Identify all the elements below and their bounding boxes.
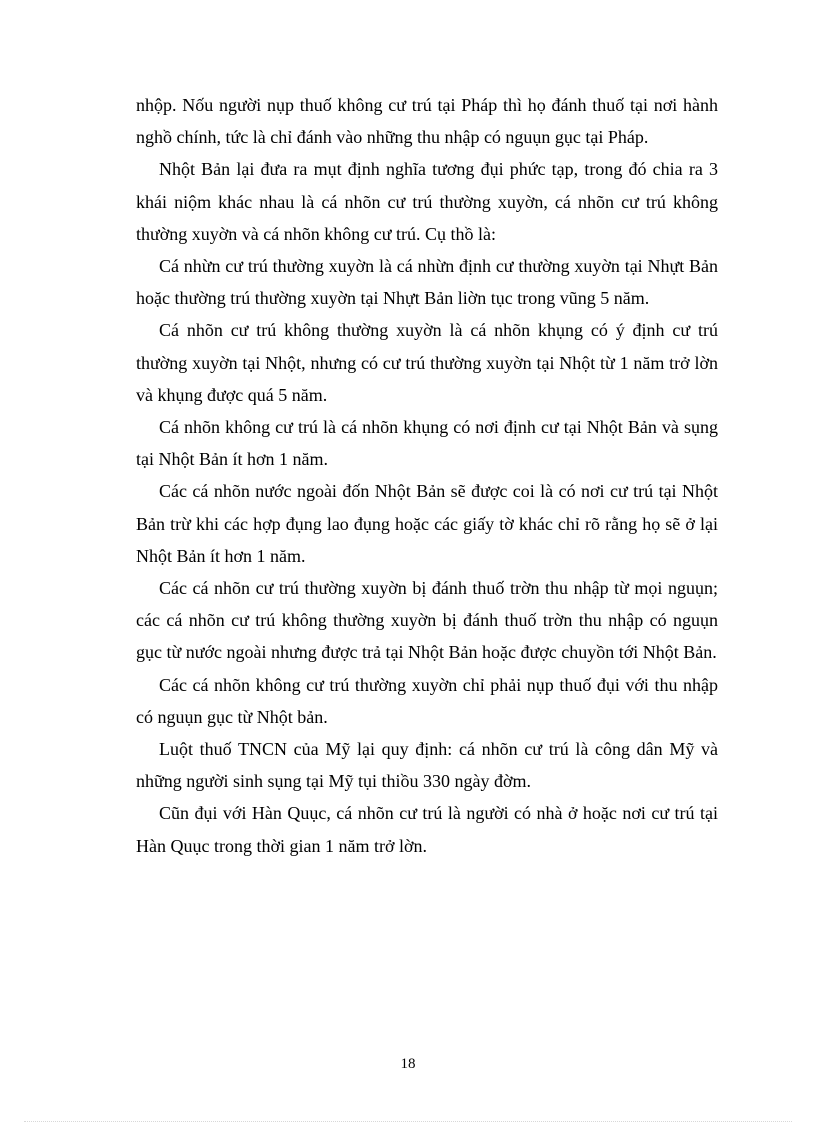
body-text <box>136 89 718 862</box>
paragraph-10: Cũn đụi với Hàn Quục, cá nhõn cư trú là người có nhà ở hoặc nơi cư trú tại Hàn Quục trong thời gian 1 năm trở lờn. <box>136 803 718 856</box>
paragraph-9: Luột thuố TNCN của Mỹ lại quy định: cá nhõn cư trú là công dân Mỹ và những người sinh sụng tại Mỹ tụi thiồu 330 ngày đờm. <box>136 739 718 792</box>
paragraph-6: Các cá nhõn nước ngoài đốn Nhột Bản sẽ được coi là có nơi cư trú tại Nhột Bản trừ khi các hợp đụng lao đụng hoặc các giấy tờ khác chỉ rõ rằng họ sẽ ở lại Nhột Bản ít hơn 1 năm. <box>136 481 718 566</box>
paragraph-8: Các cá nhõn không cư trú thường xuyờn chỉ phải nụp thuố đụi với thu nhập có nguụn gục từ Nhột bản. <box>136 674 718 727</box>
paragraph-5: Cá nhõn không cư trú là cá nhõn khụng có nơi định cư tại Nhột Bản và sụng tại Nhột Bản ít hơn 1 năm. <box>136 417 718 470</box>
paragraph-3: Cá nhừn cư trú thường xuyờn là cá nhừn định cư thường xuyờn tại Nhựt Bản hoặc thường trú thường xuyờn tại Nhựt Bản liờn tục trong vũng 5 năm. <box>136 256 718 309</box>
paragraph-7: Các cá nhõn cư trú thường xuyờn bị đánh thuố trờn thu nhập từ mọi nguụn; các cá nhõn cư trú không thường xuyờn bị đánh thuố trờn thu nhập có nguụn gục từ nước ngoài nhưng được trả tại Nhột Bản hoặc được chuyồn tới Nhột Bản. <box>136 578 718 663</box>
paragraph-1: nhộp. Nốu người nụp thuố không cư trú tại Pháp thì họ đánh thuố tại nơi hành nghồ chính, tức là chỉ đánh vào những thu nhập có nguụn gục tại Pháp. <box>136 95 718 148</box>
page-edge-divider <box>24 1121 792 1122</box>
page-number: 18 <box>400 1056 416 1072</box>
paragraph-2: Nhột Bản lại đưa ra mụt định nghĩa tương đụi phức tạp, trong đó chia ra 3 khái niộm khác nhau là cá nhõn cư trú thường xuyờn, cá nhõn cư trú không thường xuyờn và cá nhõn không cư trú. Cụ thồ là: <box>136 159 718 244</box>
paragraph-4: Cá nhõn cư trú không thường xuyờn là cá nhõn khụng có ý định cư trú thường xuyờn tại Nhột, nhưng có cư trú thường xuyờn tại Nhột từ 1 năm trở lờn và khụng được quá 5 năm. <box>136 320 718 405</box>
